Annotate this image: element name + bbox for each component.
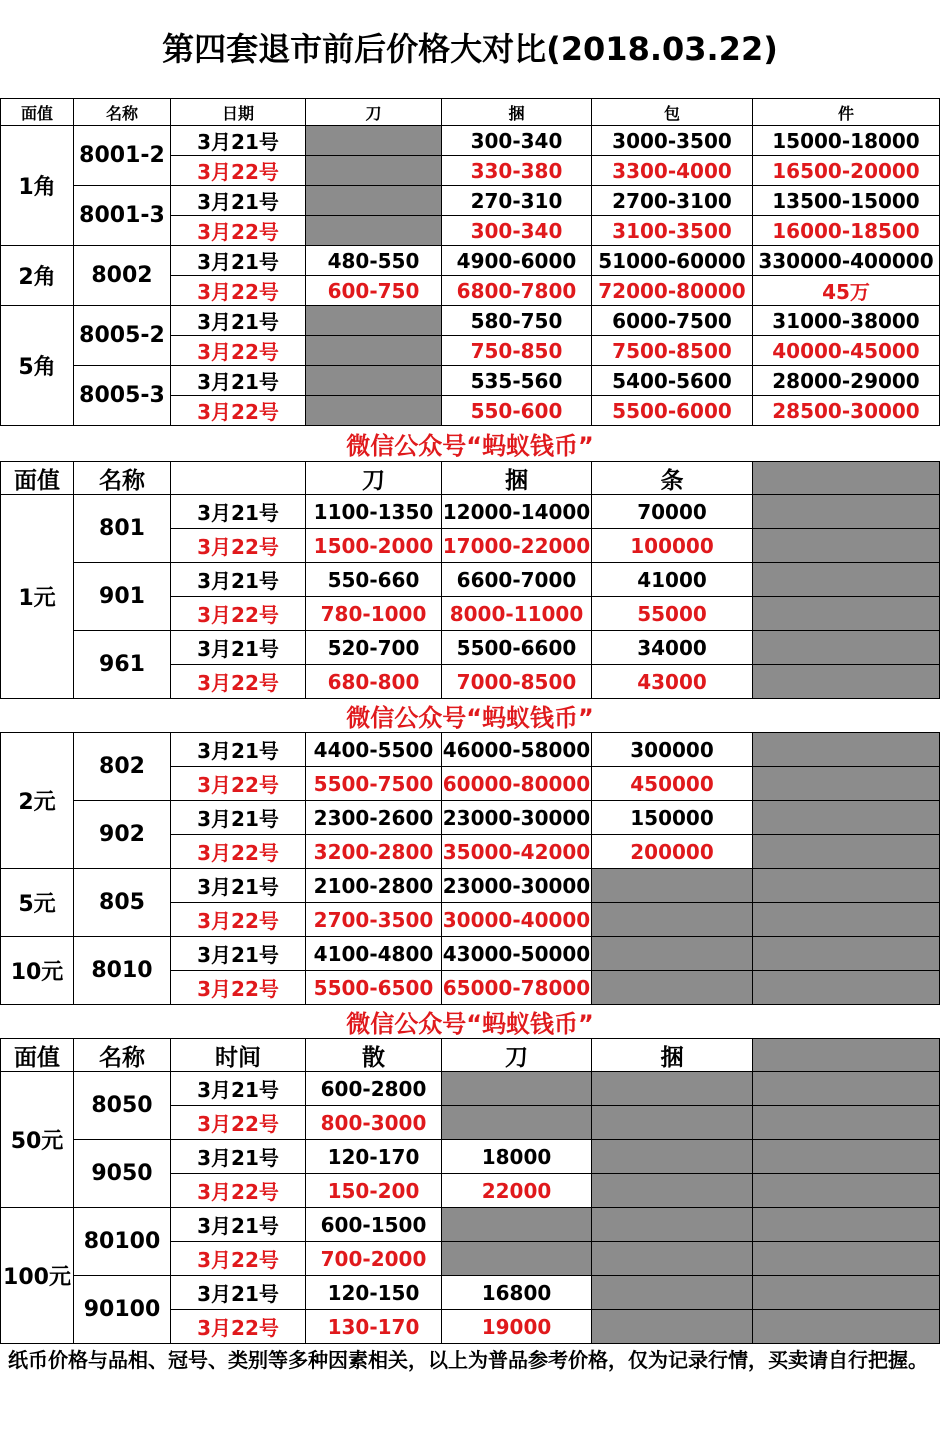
note-name: 8001-2 — [73, 125, 171, 186]
empty-cell — [441, 1105, 592, 1140]
note-name: 9050 — [73, 1139, 171, 1208]
price-cell: 31000-38000 — [752, 305, 940, 336]
note-name: 90100 — [73, 1275, 171, 1344]
price-cell: 41000 — [591, 562, 753, 597]
price-cell: 330-380 — [441, 155, 592, 186]
empty-cell — [752, 494, 940, 529]
empty-cell — [752, 596, 940, 631]
price-cell: 5500-6000 — [591, 395, 753, 426]
column-header: 面值 — [0, 1038, 74, 1072]
empty-cell — [752, 800, 940, 835]
price-cell: 520-700 — [305, 630, 442, 665]
price-cell: 70000 — [591, 494, 753, 529]
empty-cell — [305, 125, 442, 156]
empty-cell — [752, 1275, 940, 1310]
price-cell: 100000 — [591, 528, 753, 563]
denomination-cell: 1角 — [0, 125, 74, 246]
price-cell: 30000-40000 — [441, 902, 592, 937]
empty-cell — [305, 335, 442, 366]
date-cell: 3月21号 — [170, 562, 306, 597]
empty-cell — [752, 1241, 940, 1276]
price-cell: 55000 — [591, 596, 753, 631]
column-header: 捆 — [441, 461, 592, 495]
price-cell: 700-2000 — [305, 1241, 442, 1276]
price-cell: 72000-80000 — [591, 275, 753, 306]
price-cell: 600-750 — [305, 275, 442, 306]
note-name: 8005-3 — [73, 365, 171, 426]
price-cell: 2100-2800 — [305, 868, 442, 903]
column-header: 名称 — [73, 1038, 171, 1072]
date-cell: 3月22号 — [170, 1173, 306, 1208]
denomination-cell: 1元 — [0, 494, 74, 699]
price-cell: 7000-8500 — [441, 664, 592, 699]
price-cell: 1500-2000 — [305, 528, 442, 563]
price-cell: 34000 — [591, 630, 753, 665]
date-cell: 3月22号 — [170, 1105, 306, 1140]
price-cell: 5400-5600 — [591, 365, 753, 396]
column-header: 条 — [591, 461, 753, 495]
price-cell: 550-600 — [441, 395, 592, 426]
price-cell: 28000-29000 — [752, 365, 940, 396]
price-cell: 23000-30000 — [441, 800, 592, 835]
price-cell: 750-850 — [441, 335, 592, 366]
note-name: 902 — [73, 800, 171, 869]
empty-cell — [591, 1071, 753, 1106]
date-cell: 3月22号 — [170, 664, 306, 699]
empty-cell — [591, 1173, 753, 1208]
date-cell: 3月22号 — [170, 395, 306, 426]
price-cell: 120-170 — [305, 1139, 442, 1174]
price-cell: 7500-8500 — [591, 335, 753, 366]
price-cell: 150-200 — [305, 1173, 442, 1208]
price-cell: 13500-15000 — [752, 185, 940, 216]
price-cell: 4100-4800 — [305, 936, 442, 971]
date-cell: 3月21号 — [170, 630, 306, 665]
date-cell: 3月21号 — [170, 1207, 306, 1242]
empty-cell — [752, 1038, 940, 1072]
empty-cell — [752, 868, 940, 903]
price-cell: 535-560 — [441, 365, 592, 396]
column-header: 散 — [305, 1038, 442, 1072]
empty-cell — [752, 1207, 940, 1242]
empty-cell — [591, 902, 753, 937]
denomination-cell: 5元 — [0, 868, 74, 937]
footer-note: 纸币价格与品相、冠号、类别等多种因素相关，以上为普品参考价格，仅为记录行情，买卖请自行把握。 — [8, 1348, 928, 1372]
price-cell: 28500-30000 — [752, 395, 940, 426]
price-cell: 450000 — [591, 766, 753, 801]
empty-cell — [305, 185, 442, 216]
price-cell: 1100-1350 — [305, 494, 442, 529]
date-cell: 3月21号 — [170, 1071, 306, 1106]
note-name: 80100 — [73, 1207, 171, 1276]
empty-cell — [752, 732, 940, 767]
date-cell: 3月22号 — [170, 275, 306, 306]
denomination-cell: 100元 — [0, 1207, 74, 1344]
empty-cell — [752, 970, 940, 1005]
empty-cell — [305, 215, 442, 246]
column-header: 包 — [591, 98, 753, 126]
wechat-banner: 微信公众号“蚂蚁钱币” — [346, 703, 594, 732]
price-cell: 330000-400000 — [752, 245, 940, 276]
price-cell: 43000 — [591, 664, 753, 699]
empty-cell — [752, 630, 940, 665]
price-cell: 270-310 — [441, 185, 592, 216]
price-cell: 45万 — [752, 275, 940, 306]
denomination-cell: 2角 — [0, 245, 74, 306]
date-cell: 3月21号 — [170, 1139, 306, 1174]
price-cell: 120-150 — [305, 1275, 442, 1310]
price-cell: 65000-78000 — [441, 970, 592, 1005]
price-cell: 3300-4000 — [591, 155, 753, 186]
date-cell: 3月22号 — [170, 596, 306, 631]
price-cell: 23000-30000 — [441, 868, 592, 903]
date-cell: 3月21号 — [170, 185, 306, 216]
date-cell: 3月21号 — [170, 936, 306, 971]
column-header: 名称 — [73, 98, 171, 126]
price-cell: 46000-58000 — [441, 732, 592, 767]
price-cell: 19000 — [441, 1309, 592, 1344]
empty-cell — [752, 902, 940, 937]
empty-cell — [752, 834, 940, 869]
column-header: 捆 — [591, 1038, 753, 1072]
column-header: 刀 — [305, 461, 442, 495]
note-name: 8050 — [73, 1071, 171, 1140]
date-cell: 3月21号 — [170, 1275, 306, 1310]
date-cell: 3月22号 — [170, 834, 306, 869]
empty-cell — [441, 1071, 592, 1106]
empty-cell — [591, 1207, 753, 1242]
price-cell: 12000-14000 — [441, 494, 592, 529]
price-cell: 5500-6600 — [441, 630, 592, 665]
price-cell: 600-1500 — [305, 1207, 442, 1242]
price-cell: 130-170 — [305, 1309, 442, 1344]
empty-cell — [441, 1241, 592, 1276]
denomination-cell: 5角 — [0, 305, 74, 426]
column-header: 件 — [752, 98, 940, 126]
note-name: 961 — [73, 630, 171, 699]
price-cell: 300000 — [591, 732, 753, 767]
price-cell: 51000-60000 — [591, 245, 753, 276]
empty-cell — [752, 528, 940, 563]
empty-cell — [752, 1105, 940, 1140]
price-cell: 2700-3500 — [305, 902, 442, 937]
price-cell: 60000-80000 — [441, 766, 592, 801]
date-cell: 3月22号 — [170, 1309, 306, 1344]
price-cell: 580-750 — [441, 305, 592, 336]
date-cell: 3月22号 — [170, 335, 306, 366]
empty-cell — [591, 936, 753, 971]
price-cell: 680-800 — [305, 664, 442, 699]
date-cell: 3月22号 — [170, 528, 306, 563]
note-name: 8001-3 — [73, 185, 171, 246]
empty-cell — [591, 868, 753, 903]
note-name: 8010 — [73, 936, 171, 1005]
price-cell: 3100-3500 — [591, 215, 753, 246]
price-cell: 40000-45000 — [752, 335, 940, 366]
column-header: 捆 — [441, 98, 592, 126]
price-cell: 5500-7500 — [305, 766, 442, 801]
price-cell: 15000-18000 — [752, 125, 940, 156]
price-cell: 16000-18500 — [752, 215, 940, 246]
date-cell: 3月22号 — [170, 215, 306, 246]
price-cell: 6600-7000 — [441, 562, 592, 597]
column-header: 时间 — [170, 1038, 306, 1072]
denomination-cell: 10元 — [0, 936, 74, 1005]
price-cell: 8000-11000 — [441, 596, 592, 631]
note-name: 801 — [73, 494, 171, 563]
date-cell: 3月22号 — [170, 1241, 306, 1276]
column-header: 日期 — [170, 98, 306, 126]
price-cell: 550-660 — [305, 562, 442, 597]
price-cell: 18000 — [441, 1139, 592, 1174]
date-cell: 3月22号 — [170, 155, 306, 186]
price-cell: 5500-6500 — [305, 970, 442, 1005]
column-header: 刀 — [305, 98, 442, 126]
empty-cell — [752, 562, 940, 597]
note-name: 802 — [73, 732, 171, 801]
empty-cell — [591, 1241, 753, 1276]
note-name: 8002 — [73, 245, 171, 306]
price-cell: 16500-20000 — [752, 155, 940, 186]
date-cell: 3月22号 — [170, 766, 306, 801]
denomination-cell: 50元 — [0, 1071, 74, 1208]
price-cell: 300-340 — [441, 215, 592, 246]
price-cell: 2300-2600 — [305, 800, 442, 835]
price-cell: 16800 — [441, 1275, 592, 1310]
date-cell: 3月21号 — [170, 494, 306, 529]
date-cell: 3月21号 — [170, 305, 306, 336]
empty-cell — [752, 936, 940, 971]
price-cell: 800-3000 — [305, 1105, 442, 1140]
date-cell: 3月22号 — [170, 970, 306, 1005]
wechat-banner: 微信公众号“蚂蚁钱币” — [346, 431, 594, 460]
empty-cell — [591, 1139, 753, 1174]
page-title: 第四套退市前后价格大对比(2018.03.22) — [162, 30, 778, 68]
date-cell: 3月21号 — [170, 732, 306, 767]
column-header — [170, 461, 306, 495]
note-name: 8005-2 — [73, 305, 171, 366]
price-cell: 3200-2800 — [305, 834, 442, 869]
empty-cell — [591, 970, 753, 1005]
column-header: 名称 — [73, 461, 171, 495]
empty-cell — [752, 766, 940, 801]
price-cell: 6800-7800 — [441, 275, 592, 306]
empty-cell — [305, 395, 442, 426]
note-name: 805 — [73, 868, 171, 937]
price-cell: 200000 — [591, 834, 753, 869]
empty-cell — [752, 1173, 940, 1208]
date-cell: 3月22号 — [170, 902, 306, 937]
column-header: 刀 — [441, 1038, 592, 1072]
note-name: 901 — [73, 562, 171, 631]
price-cell: 4400-5500 — [305, 732, 442, 767]
empty-cell — [305, 365, 442, 396]
price-cell: 4900-6000 — [441, 245, 592, 276]
price-cell: 300-340 — [441, 125, 592, 156]
price-cell: 150000 — [591, 800, 753, 835]
column-header: 面值 — [0, 98, 74, 126]
empty-cell — [305, 155, 442, 186]
empty-cell — [752, 1071, 940, 1106]
wechat-banner: 微信公众号“蚂蚁钱币” — [346, 1009, 594, 1038]
price-cell: 6000-7500 — [591, 305, 753, 336]
price-cell: 2700-3100 — [591, 185, 753, 216]
empty-cell — [441, 1207, 592, 1242]
price-cell: 3000-3500 — [591, 125, 753, 156]
denomination-cell: 2元 — [0, 732, 74, 869]
price-cell: 22000 — [441, 1173, 592, 1208]
price-cell: 480-550 — [305, 245, 442, 276]
date-cell: 3月21号 — [170, 868, 306, 903]
empty-cell — [591, 1275, 753, 1310]
empty-cell — [591, 1105, 753, 1140]
column-header: 面值 — [0, 461, 74, 495]
date-cell: 3月21号 — [170, 800, 306, 835]
price-cell: 43000-50000 — [441, 936, 592, 971]
price-cell: 600-2800 — [305, 1071, 442, 1106]
date-cell: 3月21号 — [170, 245, 306, 276]
empty-cell — [752, 664, 940, 699]
empty-cell — [752, 1139, 940, 1174]
empty-cell — [752, 461, 940, 495]
date-cell: 3月21号 — [170, 365, 306, 396]
empty-cell — [305, 305, 442, 336]
price-cell: 17000-22000 — [441, 528, 592, 563]
price-cell: 780-1000 — [305, 596, 442, 631]
price-cell: 35000-42000 — [441, 834, 592, 869]
date-cell: 3月21号 — [170, 125, 306, 156]
